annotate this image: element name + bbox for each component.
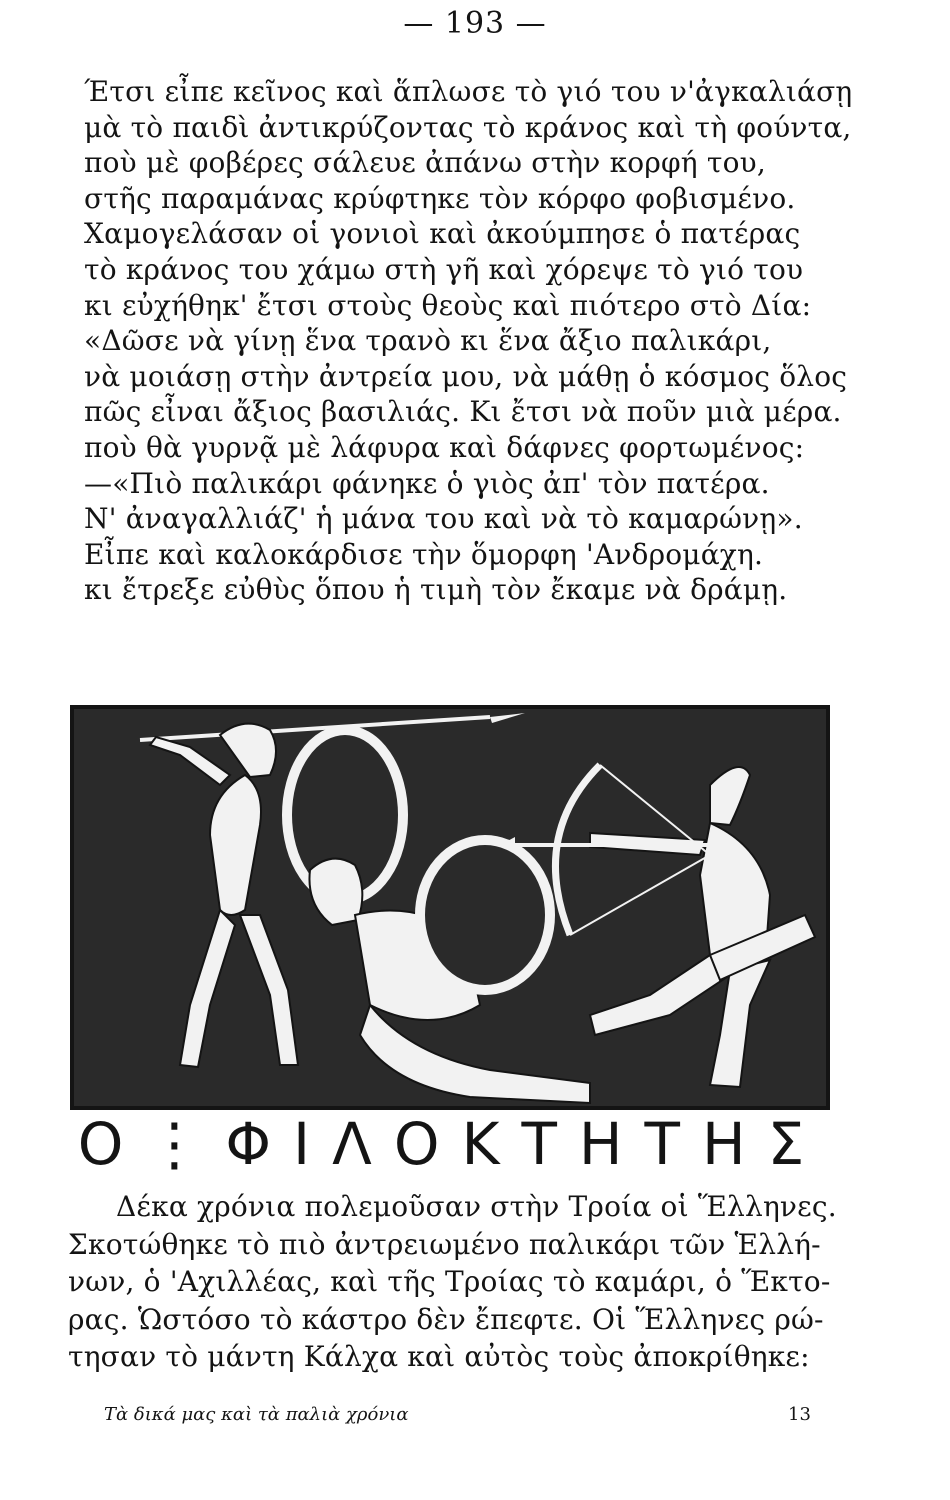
prose-line: τησαν τὸ μάντη Κάλχα καὶ αὐτὸς τοὺς ἀποκρίθηκε: [68, 1340, 810, 1373]
poem-line: νὰ μοιάσῃ στὴν ἀντρεία μου, νὰ μάθῃ ὁ κόσμος ὅλος [84, 359, 848, 393]
prose-line: ρας. Ὡστόσο τὸ κάστρο δὲν ἔπεφτε. Οἱ Ἕλληνες ρώ- [68, 1302, 824, 1336]
vase-painting-illustration [70, 705, 830, 1110]
poem-line: κι ἔτρεξε εὐθὺς ὅπου ἡ τιμὴ τὸν ἔκαμε νὰ δράμῃ. [84, 573, 788, 607]
poem-line: «Δῶσε νὰ γίνῃ ἕνα τρανὸ κι ἕνα ἄξιο παλικάρι, [84, 324, 772, 358]
prose-line: νων, ὁ 'Αχιλλέας, καὶ τῆς Τροίας τὸ καμάρι, ὁ Ἕκτο- [68, 1265, 831, 1298]
poem-line: Ν' ἀναγαλλιάζ' ἡ μάνα του καὶ νὰ τὸ καμαρώνῃ». [84, 502, 803, 536]
inscription-text: Ο⋮ΦΙΛΟΚΤΗΤΗΣ [77, 1112, 827, 1174]
footer-book-title: Τὰ δικά μας καὶ τὰ παλιὰ χρόνια [104, 1404, 409, 1425]
poem-line: πῶς εἶναι ἄξιος βασιλιάς. Κι ἔτσι νὰ ποῦν μιὰ μέρα. [84, 395, 842, 429]
poem-line: τὸ κράνος του χάμω στὴ γῆ καὶ χόρεψε τὸ γιό του [84, 252, 804, 286]
poem-line: Έτσι εἶπε κεῖνος καὶ ἅπλωσε τὸ γιό του ν'ἀγκαλιάσῃ [84, 75, 853, 108]
poem-line: —«Πιὸ παλικάρι φάνηκε ὁ γιὸς ἀπ' τὸν πατέρα. [84, 466, 770, 500]
fallen-warrior-shield [420, 840, 550, 990]
inscription-svg [64, 1112, 840, 1174]
figure-inscription [64, 1112, 840, 1174]
prose-block [68, 1188, 844, 1376]
prose-line: Σκοτώθηκε τὸ πιὸ ἀντρειωμένο παλικάρι τῶν Ἑλλή- [68, 1227, 821, 1261]
poem-line: μὰ τὸ παιδὶ ἀντικρύζοντας τὸ κράνος καὶ τὴ φούντα, [84, 110, 852, 144]
page-number: — 193 — [403, 6, 547, 41]
poem-line: κι εὐχήθηκ' ἔτσι στοὺς θεοὺς καὶ πιότερο στὸ Δία: [84, 288, 812, 322]
poem-line: Χαμογελάσαν οἱ γονιοὶ καὶ ἀκούμπησε ὁ πατέρας [84, 217, 801, 251]
poem-line: ποὺ μὲ φοβέρες σάλευε ἀπάνω στὴν κορφή του, [84, 146, 766, 180]
poem-line: στῆς παραμάνας κρύφτηκε τὸν κόρφο φοβισμένο. [84, 181, 796, 215]
poem-line: Εἶπε καὶ καλοκάρδισε τὴν ὅμορφη 'Ανδρομάχη. [84, 537, 764, 571]
prose-line: Δέκα χρόνια πολεμοῦσαν στὴν Τροία οἱ Ἕλληνες. [116, 1190, 837, 1223]
vase-painting-svg [70, 705, 830, 1110]
poem-line: ποὺ θὰ γυρνᾷ μὲ λάφυρα καὶ δάφνες φορτωμένος: [84, 430, 805, 464]
poem-block [84, 74, 853, 608]
footer-signature: 13 [788, 1404, 811, 1425]
